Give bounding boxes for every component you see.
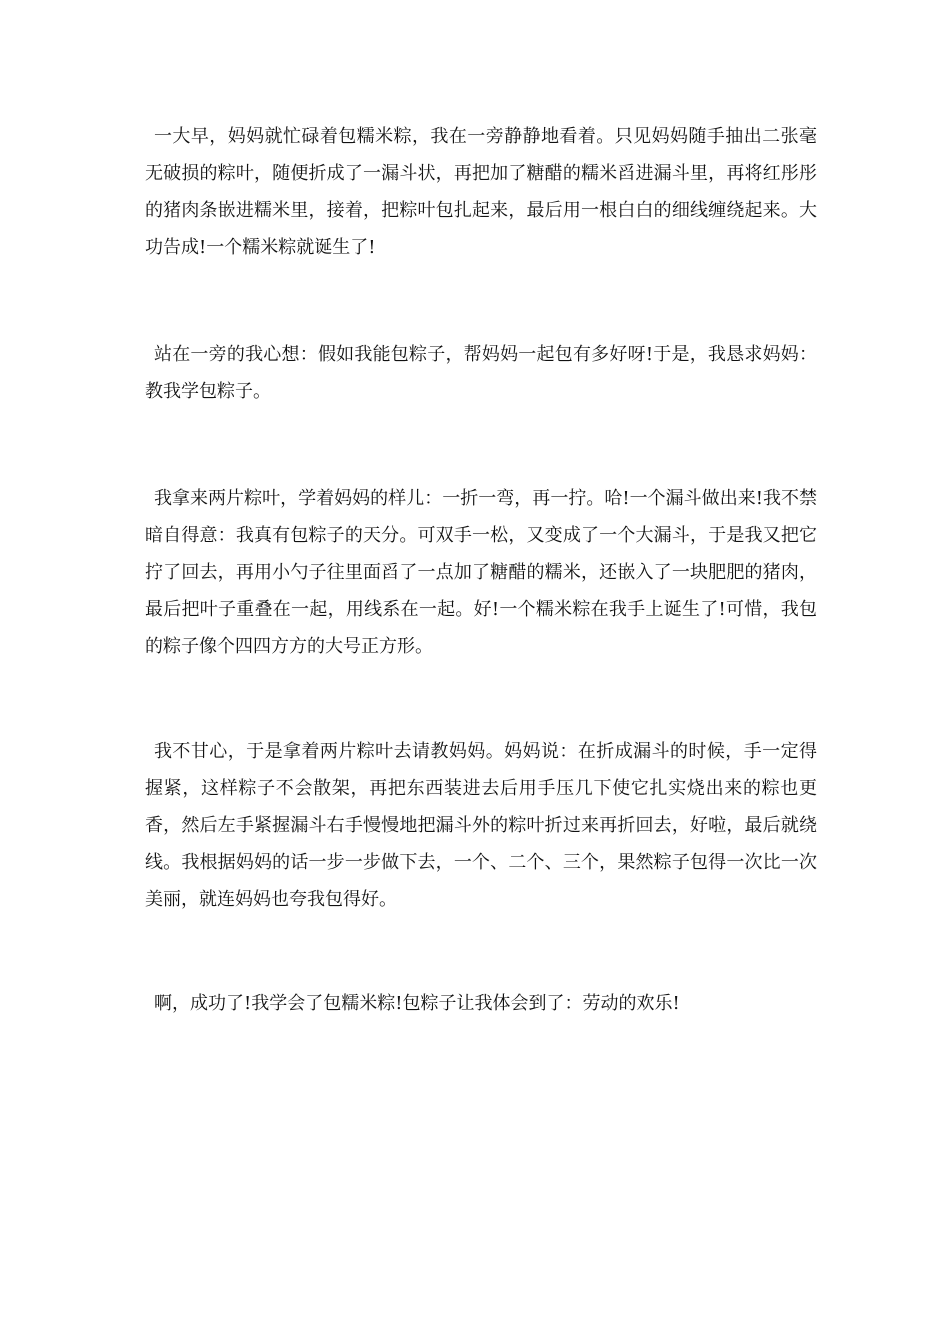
paragraph-2: 站在一旁的我心想：假如我能包粽子，帮妈妈一起包有多好呀!于是，我恳求妈妈：教我学包粽子。 — [145, 344, 817, 402]
paragraph-5: 啊，成功了!我学会了包糯米粽!包粽子让我体会到了：劳动的欢乐! — [154, 993, 680, 1014]
paragraph-1: 一大早，妈妈就忙碌着包糯米粽，我在一旁静静地看着。只见妈妈随手抽出二张毫无破损的粽叶，随便折成了一漏斗状，再把加了糖醋的糯米舀进漏斗里，再将红彤彤的猪肉条嵌进糯米里，接着，把粽叶包扎起来，最后用一根白白的细线缠绕起来。大功告成!一个糯米粽就诞生了! — [145, 126, 817, 258]
paragraph-4: 我不甘心，于是拿着两片粽叶去请教妈妈。妈妈说：在折成漏斗的时候，手一定得握紧，这样粽子不会散架，再把东西装进去后用手压几下使它扎实烧出来的粽也更香，然后左手紧握漏斗右手慢慢地把漏斗外的粽叶折过来再折回去，好啦，最后就绕线。我根据妈妈的话一步一步做下去，一个、二个、三个，果然粽子包得一次比一次美丽，就连妈妈也夸我包得好。 — [145, 741, 817, 910]
paragraph-3: 我拿来两片粽叶，学着妈妈的样儿：一折一弯，再一拧。哈!一个漏斗做出来!我不禁暗自得意：我真有包粽子的天分。可双手一松，又变成了一个大漏斗，于是我又把它拧了回去，再用小勺子往里面舀了一点加了糖醋的糯米，还嵌入了一块肥肥的猪肉，最后把叶子重叠在一起，用线系在一起。好!一个糯米粽在我手上诞生了!可惜，我包的粽子像个四四方方的大号正方形。 — [145, 488, 817, 657]
